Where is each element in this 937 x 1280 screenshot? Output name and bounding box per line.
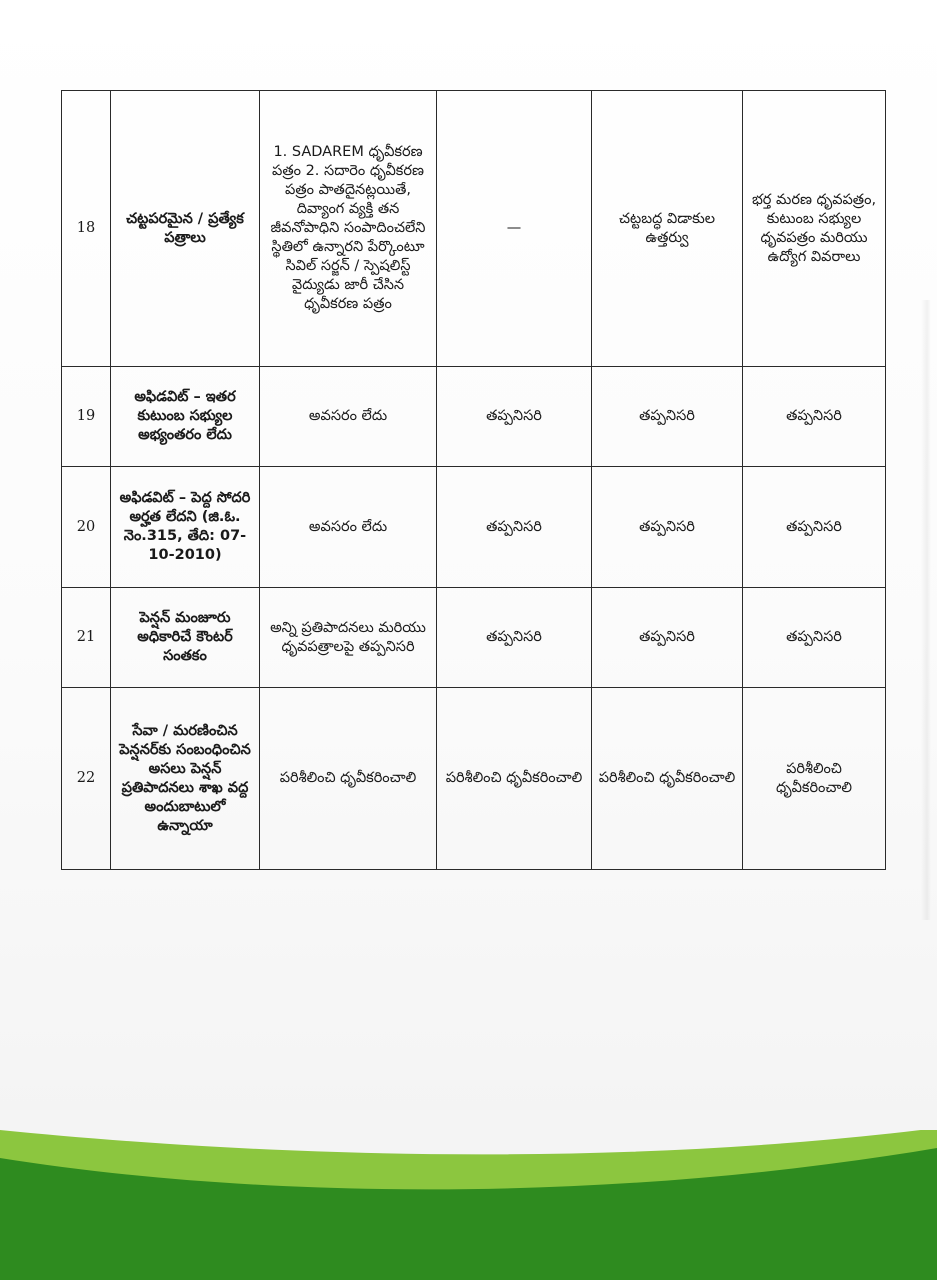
row-cell-col2: 1. SADAREM ధృవీకరణ పత్రం 2. సదారెం ధృవీకరణ పత్రం పాతదైనట్లయితే, దివ్యాంగ వ్యక్తి తన జీవనోపాధిని సంపాదించలేని స్థితిలో ఉన్నారని పేర్కొంటూ సివిల్ సర్జన్ / స్పెషలిస్ట్ వైద్యుడు జారీ చేసిన ధృవీకరణ పత్రం: [260, 91, 437, 367]
table-row: [62, 367, 886, 467]
table-row: [62, 91, 886, 367]
row-cell-col3: —: [437, 91, 592, 367]
row-cell-col3: తప్పనిసరి: [437, 588, 592, 688]
row-cell-col5: తప్పనిసరి: [743, 367, 886, 467]
row-cell-col2: పరిశీలించి ధృవీకరించాలి: [260, 688, 437, 870]
row-cell-col2: అన్ని ప్రతిపాదనలు మరియు ధృవపత్రాలపై తప్పనిసరి: [260, 588, 437, 688]
row-cell-col4: తప్పనిసరి: [592, 588, 743, 688]
row-number: 18: [62, 91, 111, 367]
row-cell-col3: తప్పనిసరి: [437, 367, 592, 467]
row-cell-col5: పరిశీలించి ధృవీకరించాలి: [743, 688, 886, 870]
row-cell-col4: పరిశీలించి ధృవీకరించాలి: [592, 688, 743, 870]
row-number: 20: [62, 467, 111, 588]
row-item: పెన్షన్ మంజూరు అధికారిచే కౌంటర్ సంతకం: [111, 588, 260, 688]
row-item: సేవా / మరణించిన పెన్షనర్‌కు సంబంధించిన అసలు పెన్షన్ ప్రతిపాదనలు శాఖ వద్ద అందుబాటులో ఉన్నాయా: [111, 688, 260, 870]
row-cell-col3: పరిశీలించి ధృవీకరించాలి: [437, 688, 592, 870]
row-item: అఫిడవిట్ – ఇతర కుటుంబ సభ్యుల అభ్యంతరం లేదు: [111, 367, 260, 467]
row-cell-col4: చట్టబద్ధ విడాకుల ఉత్తర్వు: [592, 91, 743, 367]
row-number: 19: [62, 367, 111, 467]
row-cell-col3: తప్పనిసరి: [437, 467, 592, 588]
row-cell-col4: తప్పనిసరి: [592, 367, 743, 467]
row-cell-col4: తప్పనిసరి: [592, 467, 743, 588]
table-row: [62, 467, 886, 588]
row-cell-col5: తప్పనిసరి: [743, 588, 886, 688]
requirements-table: [61, 90, 886, 870]
row-cell-col2: అవసరం లేదు: [260, 467, 437, 588]
row-number: 22: [62, 688, 111, 870]
footer-green-wave: [0, 1130, 937, 1280]
row-item: అఫిడవిట్ – పెద్ద సోదరి అర్హత లేదని (జి.ఓ. నెం.315, తేది: 07-10-2010): [111, 467, 260, 588]
page-fold-shadow: [921, 300, 931, 920]
row-cell-col2: అవసరం లేదు: [260, 367, 437, 467]
row-cell-col5: తప్పనిసరి: [743, 467, 886, 588]
row-cell-col5: భర్త మరణ ధృవపత్రం, కుటుంబ సభ్యుల ధృవపత్రం మరియు ఉద్యోగ వివరాలు: [743, 91, 886, 367]
row-number: 21: [62, 588, 111, 688]
table-row: [62, 688, 886, 870]
row-item: చట్టపరమైన / ప్రత్యేక పత్రాలు: [111, 91, 260, 367]
table-row: [62, 588, 886, 688]
